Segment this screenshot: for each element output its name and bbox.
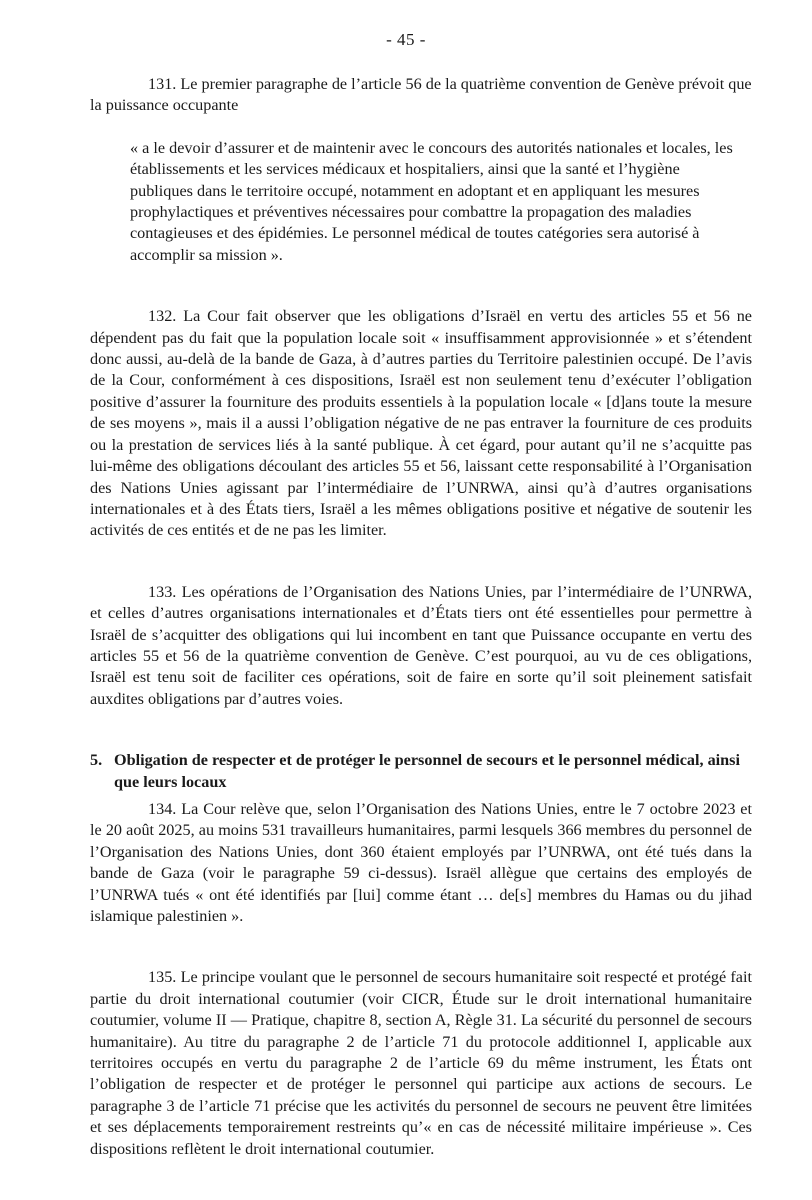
spacer — [90, 927, 752, 967]
paragraph-134: 134. La Cour relève que, selon l’Organisation des Nations Unies, entre le 7 octobre 2023 et le 20 août 2025, au moins 531 travailleurs humanitaires, parmi lesquels 366 membres du personnel de l’Organisation des Nations Unies, dont 360 étaient employés par l’UNRWA, ont été tués dans la bande de Gaza (voir le paragraphe 59 ci-dessus). Israël allègue que certains des employés de l’UNRWA tués « ont été identifiés par [lui] comme étant … de[s] membres du Hamas ou du jihad islamique palestinien ». — [90, 799, 752, 925]
section-title: Obligation de respecter et de protéger le personnel de secours et le personnel médical, ainsi que leurs locaux — [114, 751, 740, 791]
paragraph-131-quote: « a le devoir d’assurer et de maintenir avec le concours des autorités nationales et locales, les établissements et les services médicaux et hospitaliers, ainsi que la santé et l’hygiène publiques dans le territoire occupé, notamment en adoptant et en appliquant les mesures prophylactiques et préventives nécessaires pour combattre la propagation des maladies contagieuses et des épidémies. Le personnel médical de toutes catégories sera autorisé à accomplir sa mission ». — [130, 138, 733, 264]
section-heading — [90, 750, 752, 793]
spacer — [90, 542, 752, 582]
paragraph-131-lead: 131. Le premier paragraphe de l’article 56 de la quatrième convention de Genève prévoit que la puissance occupante — [90, 75, 752, 115]
paragraph-133: 133. Les opérations de l’Organisation des Nations Unies, par l’intermédiaire de l’UNRWA, et celles d’autres organisations internationales et d’États tiers ont été essentielles pour permettre à Israël de s’acquitter des obligations qui lui incombent en tant que Puissance occupante en vertu des articles 55 et 56 de la quatrième convention de Genève. C’est pourquoi, au vu de ces obligations, Israël est tenu soit de faciliter ces opérations, soit de faire en sorte qu’il soit pleinement satisfait auxdites obligations par d’autres voies. — [90, 582, 752, 708]
paragraph-135: 135. Le principe voulant que le personnel de secours humanitaire soit respecté et protégé fait partie du droit international coutumier (voir CICR, Étude sur le droit international humanitaire coutumier, volume II — Pratique, chapitre 8, section A, Règle 31. La sécurité du personnel de secours humanitaire). Au titre du paragraphe 2 de l’article 71 du protocole additionnel I, applicable aux territoires occupés en vertu du paragraphe 2 de l’article 69 du même instrument, les États ont l’obligation de respecter et de protéger le personnel qui participe aux actions de secours. Le paragraphe 3 de l’article 71 précise que les activités du personnel de secours ne peuvent être limitées et ses déplacements temporairement restreints qu’« en cas de nécessité militaire impérieuse ». Ces dispositions reflètent le droit international coutumier. — [90, 968, 752, 1158]
section-number: 5. — [90, 751, 103, 770]
page-body — [90, 74, 752, 1160]
spacer — [90, 117, 752, 138]
spacer — [90, 266, 752, 306]
spacer — [90, 710, 752, 750]
page-number: - 45 - — [386, 30, 426, 49]
paragraph-132: 132. La Cour fait observer que les obligations d’Israël en vertu des articles 55 et 56 ne dépendent pas du fait que la population locale soit « insuffisamment approvisionnée » et s’étendent donc aussi, au-delà de la bande de Gaza, à d’autres parties du Territoire palestinien occupé. De l’avis de la Cour, conformément à ces dispositions, Israël est non seulement tenu d’exécuter l’obligation positive d’assurer la fourniture des produits essentiels à la population locale « [d]ans toute la mesure de ses moyens », mais il a aussi l’obligation négative de ne pas entraver la fourniture de ces produits ou la prestation de services liés à la santé publique. À cet égard, pour autant qu’il ne s’acquitte pas lui-même des obligations découlant des articles 55 et 56, laissant cette responsabilité à l’Organisation des Nations Unies agissant par l’intermédiaire de l’UNRWA, ainsi qu’à d’autres organisations internationales et à des États tiers, Israël a les mêmes obligations positive et négative de soutenir les activités de ces entités et de ne pas les limiter. — [90, 307, 752, 540]
